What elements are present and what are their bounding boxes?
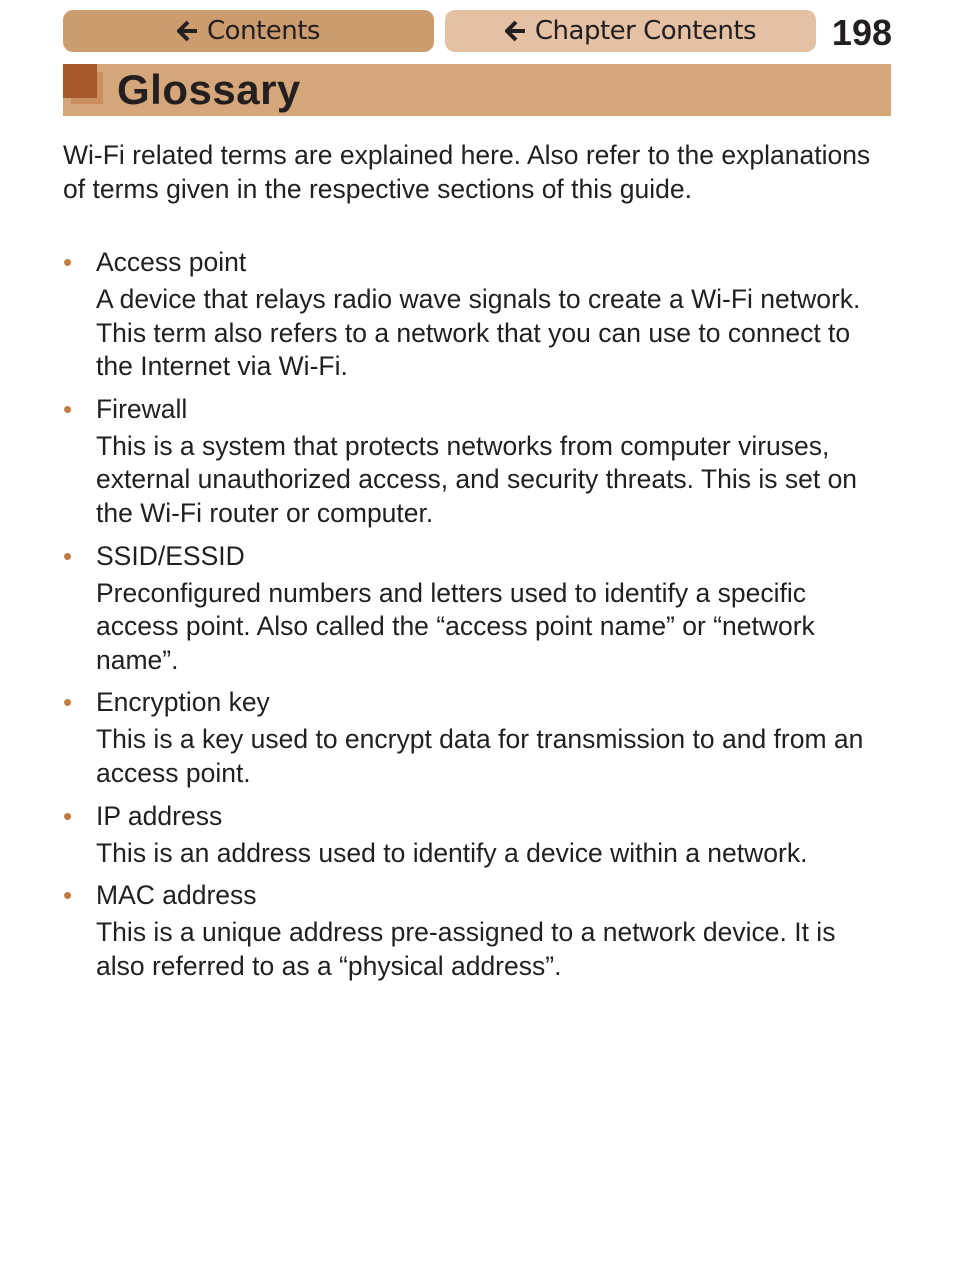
glossary-definition: This is a system that protects networks from computer viruses, external unauthorized access, and security threats. This is set on the Wi-Fi router or computer. [96, 430, 858, 528]
glossary-item-firewall [63, 391, 891, 531]
arrow-left-icon [505, 19, 527, 43]
glossary-term: Access point [96, 247, 247, 277]
bullet-icon: • [63, 393, 73, 424]
glossary-definition: This is a key used to encrypt data for transmission to and from an access point. [96, 724, 864, 788]
glossary-term: SSID/ESSID [96, 540, 245, 571]
chapter-contents-button-label: Chapter Contents [534, 16, 757, 46]
intro-paragraph: Wi-Fi related terms are explained here. Also refer to the explanations of terms given in the respective sections of this guide. [63, 140, 871, 204]
contents-button-label: Contents [207, 16, 320, 46]
glossary-term: Encryption key [96, 687, 270, 718]
glossary-definition: Preconfigured numbers and letters used to identify a specific access point. Also called the “access point name” or “network name”. [96, 577, 815, 675]
glossary-list [63, 244, 891, 990]
bullet-icon: • [63, 540, 73, 571]
title-square-icon [63, 64, 97, 98]
glossary-term: Firewall [96, 393, 188, 424]
glossary-item-ip-address [63, 798, 891, 871]
bullet-icon: • [63, 247, 73, 277]
glossary-definition: A device that relays radio wave signals to create a Wi-Fi network. This term also refers to a network that you can use to connect to the Internet via Wi-Fi. [96, 284, 861, 382]
page-title: Glossary [117, 66, 301, 113]
glossary-item-encryption-key [63, 684, 891, 790]
bullet-icon: • [63, 880, 73, 911]
arrow-left-icon [177, 19, 199, 43]
contents-button[interactable] [63, 10, 434, 52]
page-number: 198 [831, 12, 892, 53]
glossary-definition: This is a unique address pre-assigned to a network device. It is also referred to as a “physical address”. [96, 917, 836, 981]
glossary-item-mac-address [63, 877, 891, 983]
glossary-term: IP address [96, 800, 223, 831]
glossary-item-ssid [63, 538, 891, 678]
glossary-term: MAC address [96, 880, 257, 911]
chapter-contents-button[interactable] [445, 10, 816, 52]
bullet-icon: • [63, 687, 73, 718]
glossary-definition: This is an address used to identify a device within a network. [96, 837, 808, 868]
glossary-item-access-point [63, 244, 891, 384]
bullet-icon: • [63, 800, 73, 831]
